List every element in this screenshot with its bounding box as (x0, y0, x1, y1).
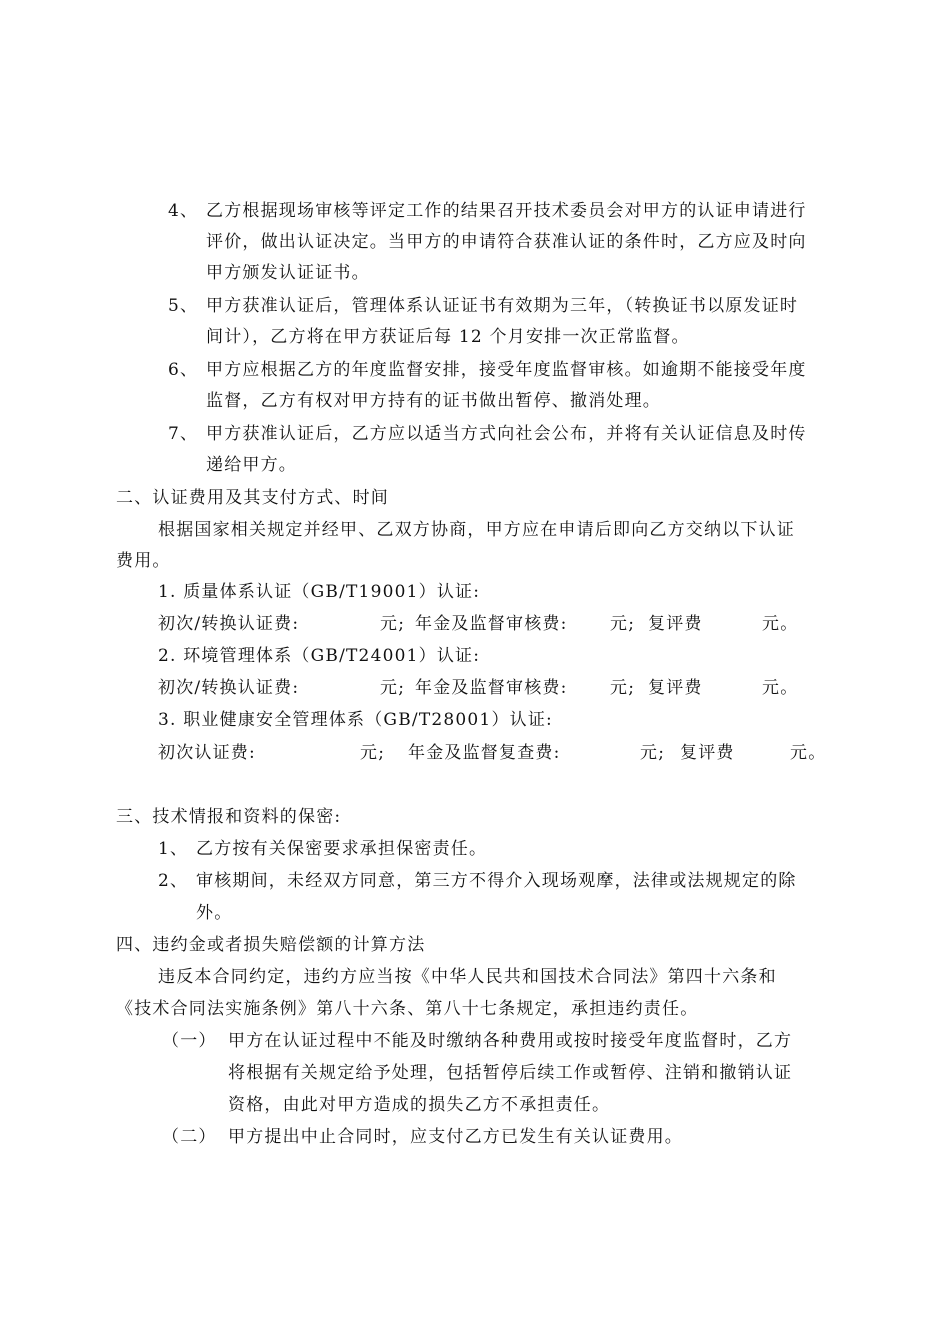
section-heading: 三、技术情报和资料的保密: (116, 807, 342, 827)
review-fee-label: 复评费 (648, 614, 703, 634)
clause-text: 外。 (196, 903, 233, 923)
fee-title: 3. 职业健康安全管理体系（GB/T28001）认证: (158, 710, 553, 730)
fee-unit: 元。 (762, 678, 799, 698)
fee-title: 1. 质量体系认证（GB/T19001）认证: (158, 582, 481, 602)
initial-fee-label: 初次认证费: (158, 743, 256, 763)
clause-text: 资格，由此对甲方造成的损失乙方不承担责任。 (228, 1095, 611, 1115)
clause-number: （二） (162, 1127, 217, 1147)
clause-number: 2、 (158, 871, 189, 891)
clause-text: 甲方获准认证后，管理体系认证证书有效期为三年，（转换证书以原发证时 (206, 296, 799, 316)
clause-number: 1、 (158, 839, 189, 859)
fee-unit: 元。 (762, 614, 799, 634)
clause-number: 6、 (168, 360, 199, 380)
clause-text: 评价，做出认证决定。当甲方的申请符合获准认证的条件时，乙方应及时向 (206, 232, 807, 252)
annual-fee-label: 年金及监督审核费: (415, 614, 568, 634)
fee-unit: 元; (380, 678, 406, 698)
clause-text: 甲方获准认证后，乙方应以适当方式向社会公布，并将有关认证信息及时传 (206, 424, 807, 444)
annual-fee-label: 年金及监督审核费: (415, 678, 568, 698)
fee-unit: 元; (610, 678, 636, 698)
clause-text: 甲方提出中止合同时，应支付乙方已发生有关认证费用。 (228, 1127, 683, 1147)
fee-unit: 元; (610, 614, 636, 634)
review-fee-label: 复评费 (680, 743, 735, 763)
fee-title: 2. 环境管理体系（GB/T24001）认证: (158, 646, 481, 666)
fee-unit: 元; (360, 743, 386, 763)
clause-text: 将根据有关规定给予处理，包括暂停后续工作或暂停、注销和撤销认证 (228, 1063, 793, 1083)
clause-number: （一） (162, 1031, 217, 1051)
clause-text: 递给甲方。 (206, 455, 297, 475)
clause-number: 7、 (168, 424, 199, 444)
clause-text: 甲方颁发认证证书。 (206, 263, 370, 283)
initial-fee-label: 初次/转换认证费: (158, 678, 300, 698)
clause-number: 5、 (168, 296, 199, 316)
clause-text: 间计），乙方将在甲方获证后每 12 个月安排一次正常监督。 (206, 327, 690, 347)
clause-text: 监督，乙方有权对甲方持有的证书做出暂停、撤消处理。 (206, 391, 661, 411)
clause-number: 4、 (168, 201, 199, 221)
section-heading: 二、认证费用及其支付方式、时间 (116, 488, 389, 508)
section-heading: 四、违约金或者损失赔偿额的计算方法 (116, 935, 426, 955)
clause-text: 乙方根据现场审核等评定工作的结果召开技术委员会对甲方的认证申请进行 (206, 201, 807, 221)
paragraph-text: 费用。 (116, 551, 171, 571)
clause-text: 甲方在认证过程中不能及时缴纳各种费用或按时接受年度监督时，乙方 (228, 1031, 793, 1051)
review-fee-label: 复评费 (648, 678, 703, 698)
annual-fee-label: 年金及监督复查费: (408, 743, 561, 763)
fee-unit: 元; (640, 743, 666, 763)
paragraph-text: 违反本合同约定，违约方应当按《中华人民共和国技术合同法》第四十六条和 (158, 967, 777, 987)
fee-unit: 元。 (790, 743, 827, 763)
clause-text: 乙方按有关保密要求承担保密责任。 (196, 839, 488, 859)
fee-unit: 元; (380, 614, 406, 634)
paragraph-text: 《技术合同法实施条例》第八十六条、第八十七条规定，承担违约责任。 (116, 999, 699, 1019)
initial-fee-label: 初次/转换认证费: (158, 614, 300, 634)
paragraph-text: 根据国家相关规定并经甲、乙双方协商，甲方应在申请后即向乙方交纳以下认证 (158, 520, 795, 540)
clause-text: 甲方应根据乙方的年度监督安排，接受年度监督审核。如逾期不能接受年度 (206, 360, 807, 380)
clause-text: 审核期间，未经双方同意，第三方不得介入现场观摩，法律或法规规定的除 (196, 871, 797, 891)
